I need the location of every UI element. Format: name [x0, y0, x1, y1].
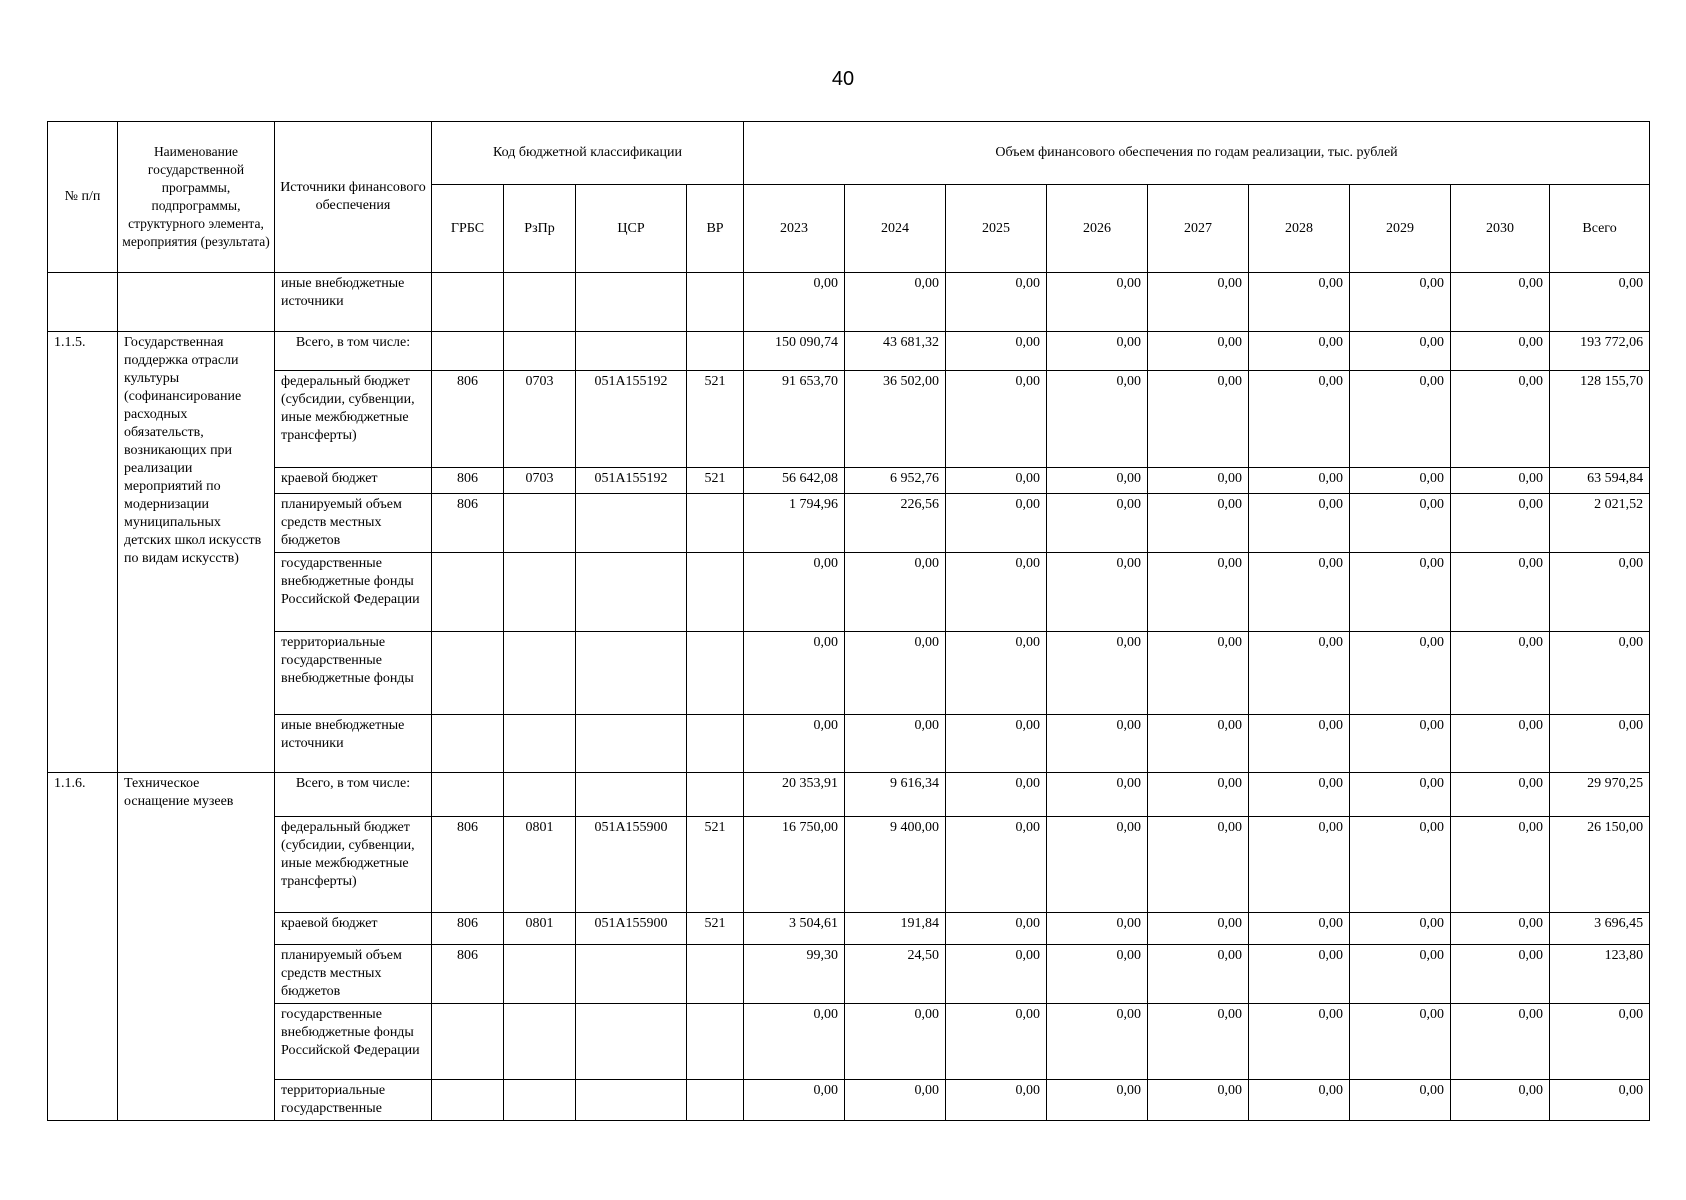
cell-value: 0,00: [1148, 632, 1249, 715]
cell-rzpr: 0801: [504, 817, 576, 913]
cell-value: 0,00: [1148, 468, 1249, 494]
cell-rzpr: [504, 1004, 576, 1080]
cell-vr: [687, 945, 744, 1004]
cell-value: 0,00: [1451, 945, 1550, 1004]
row-name: [118, 273, 275, 332]
row-source: планируемый объем средств местных бюджетов: [275, 945, 432, 1004]
header-name: Наименование государственной программы, подпрограммы, структурного элемента, мероприятия (результата): [118, 122, 275, 273]
cell-value: 0,00: [1350, 1004, 1451, 1080]
cell-grbs: 806: [432, 913, 504, 945]
cell-total: 128 155,70: [1550, 371, 1650, 468]
cell-total: 0,00: [1550, 273, 1650, 332]
cell-total: 0,00: [1550, 1080, 1650, 1121]
header-year: 2026: [1047, 185, 1148, 273]
cell-rzpr: 0703: [504, 468, 576, 494]
cell-value: 0,00: [946, 1004, 1047, 1080]
cell-value: 0,00: [946, 773, 1047, 817]
header-year: 2024: [845, 185, 946, 273]
cell-value: 0,00: [1350, 817, 1451, 913]
table-row: [48, 494, 1650, 553]
cell-csr: [576, 945, 687, 1004]
cell-value: 0,00: [1350, 273, 1451, 332]
cell-value: 0,00: [1249, 913, 1350, 945]
cell-value: 91 653,70: [744, 371, 845, 468]
row-source: федеральный бюджет (субсидии, субвенции, иные межбюджетные трансферты): [275, 817, 432, 913]
cell-csr: 051А155900: [576, 913, 687, 945]
cell-value: 226,56: [845, 494, 946, 553]
cell-value: 0,00: [1350, 332, 1451, 371]
cell-value: 0,00: [744, 632, 845, 715]
cell-rzpr: [504, 553, 576, 632]
cell-value: 0,00: [1451, 773, 1550, 817]
header-grbs: ГРБС: [432, 185, 504, 273]
table-row: [48, 773, 1650, 817]
cell-csr: [576, 632, 687, 715]
cell-value: 0,00: [946, 332, 1047, 371]
cell-value: 0,00: [1047, 468, 1148, 494]
budget-table: [47, 121, 1650, 1121]
cell-value: 0,00: [946, 715, 1047, 773]
cell-csr: [576, 1004, 687, 1080]
cell-grbs: [432, 632, 504, 715]
cell-csr: [576, 332, 687, 371]
cell-value: 0,00: [1451, 715, 1550, 773]
cell-grbs: [432, 1004, 504, 1080]
cell-value: 0,00: [1148, 715, 1249, 773]
cell-value: 0,00: [1451, 273, 1550, 332]
cell-value: 0,00: [1047, 773, 1148, 817]
cell-value: 0,00: [1350, 715, 1451, 773]
cell-value: 0,00: [1451, 371, 1550, 468]
cell-value: 0,00: [1148, 1080, 1249, 1121]
cell-value: 0,00: [946, 468, 1047, 494]
cell-value: 0,00: [744, 553, 845, 632]
cell-value: 0,00: [946, 371, 1047, 468]
cell-value: 0,00: [1350, 945, 1451, 1004]
header-year: 2028: [1249, 185, 1350, 273]
cell-value: 0,00: [1047, 332, 1148, 371]
cell-value: 0,00: [946, 632, 1047, 715]
cell-value: 0,00: [946, 817, 1047, 913]
header-year: 2023: [744, 185, 845, 273]
cell-total: 0,00: [1550, 553, 1650, 632]
cell-total: 0,00: [1550, 715, 1650, 773]
cell-value: 0,00: [1451, 817, 1550, 913]
cell-value: 9 400,00: [845, 817, 946, 913]
cell-value: 0,00: [1350, 494, 1451, 553]
row-source: территориальные государственные: [275, 1080, 432, 1121]
cell-value: 0,00: [1047, 273, 1148, 332]
cell-value: 0,00: [1047, 553, 1148, 632]
cell-value: 0,00: [1451, 332, 1550, 371]
cell-total: 2 021,52: [1550, 494, 1650, 553]
table-row: [48, 632, 1650, 715]
cell-value: 0,00: [1249, 773, 1350, 817]
cell-vr: 521: [687, 817, 744, 913]
row-source: государственные внебюджетные фонды Российской Федерации: [275, 1004, 432, 1080]
cell-rzpr: [504, 494, 576, 553]
table-row: [48, 945, 1650, 1004]
table-row: [48, 817, 1650, 913]
cell-total: 0,00: [1550, 1004, 1650, 1080]
cell-total: 0,00: [1550, 632, 1650, 715]
cell-value: 0,00: [1350, 1080, 1451, 1121]
cell-value: 0,00: [845, 715, 946, 773]
row-source: Всего, в том числе:: [275, 332, 432, 371]
cell-value: 0,00: [1148, 913, 1249, 945]
cell-value: 0,00: [744, 1080, 845, 1121]
cell-total: 123,80: [1550, 945, 1650, 1004]
header-volume-group: Объем финансового обеспечения по годам реализации, тыс. рублей: [744, 122, 1650, 185]
cell-value: 0,00: [845, 553, 946, 632]
row-source: иные внебюджетные источники: [275, 273, 432, 332]
cell-value: 20 353,91: [744, 773, 845, 817]
cell-value: 6 952,76: [845, 468, 946, 494]
cell-value: 150 090,74: [744, 332, 845, 371]
cell-total: 26 150,00: [1550, 817, 1650, 913]
cell-rzpr: [504, 715, 576, 773]
cell-grbs: [432, 332, 504, 371]
cell-value: 0,00: [1249, 632, 1350, 715]
cell-rzpr: [504, 273, 576, 332]
cell-value: 0,00: [946, 913, 1047, 945]
header-year: 2027: [1148, 185, 1249, 273]
header-rzpr: РзПр: [504, 185, 576, 273]
row-num: 1.1.6.: [48, 773, 118, 1121]
table-row: [48, 273, 1650, 332]
cell-value: 0,00: [1350, 553, 1451, 632]
cell-value: 0,00: [1148, 273, 1249, 332]
cell-value: 0,00: [946, 273, 1047, 332]
cell-value: 0,00: [1249, 1004, 1350, 1080]
cell-value: 16 750,00: [744, 817, 845, 913]
cell-grbs: 806: [432, 494, 504, 553]
cell-value: 0,00: [1047, 494, 1148, 553]
cell-csr: [576, 715, 687, 773]
cell-value: 0,00: [744, 1004, 845, 1080]
cell-csr: [576, 773, 687, 817]
cell-value: 0,00: [1047, 817, 1148, 913]
cell-value: 0,00: [845, 1004, 946, 1080]
table-header: [48, 122, 1650, 273]
cell-value: 0,00: [1148, 945, 1249, 1004]
cell-value: 0,00: [1148, 817, 1249, 913]
table-row: [48, 913, 1650, 945]
cell-value: 9 616,34: [845, 773, 946, 817]
header-year: 2025: [946, 185, 1047, 273]
cell-vr: [687, 773, 744, 817]
header-year: 2029: [1350, 185, 1451, 273]
cell-value: 0,00: [845, 1080, 946, 1121]
cell-value: 0,00: [1047, 371, 1148, 468]
cell-vr: [687, 715, 744, 773]
cell-grbs: 806: [432, 817, 504, 913]
cell-grbs: 806: [432, 371, 504, 468]
cell-rzpr: 0801: [504, 913, 576, 945]
cell-value: 0,00: [1148, 371, 1249, 468]
table-row: [48, 715, 1650, 773]
cell-grbs: [432, 273, 504, 332]
cell-value: 191,84: [845, 913, 946, 945]
page-number: 40: [831, 68, 855, 90]
cell-total: 29 970,25: [1550, 773, 1650, 817]
table-row: [48, 371, 1650, 468]
table-row: [48, 553, 1650, 632]
cell-vr: 521: [687, 913, 744, 945]
header-csr: ЦСР: [576, 185, 687, 273]
cell-value: 0,00: [1148, 1004, 1249, 1080]
table-row: [48, 1004, 1650, 1080]
header-source: Источники финансового обеспечения: [275, 122, 432, 273]
cell-value: 0,00: [1249, 468, 1350, 494]
cell-value: 43 681,32: [845, 332, 946, 371]
cell-value: 0,00: [1047, 715, 1148, 773]
cell-value: 0,00: [1148, 494, 1249, 553]
cell-vr: [687, 1004, 744, 1080]
cell-value: 0,00: [1350, 632, 1451, 715]
cell-value: 0,00: [1047, 913, 1148, 945]
row-source: иные внебюджетные источники: [275, 715, 432, 773]
cell-value: 0,00: [1148, 553, 1249, 632]
cell-value: 0,00: [1249, 553, 1350, 632]
cell-vr: [687, 1080, 744, 1121]
header-code-group: Код бюджетной классификации: [432, 122, 744, 185]
cell-value: 0,00: [744, 273, 845, 332]
cell-value: 0,00: [946, 494, 1047, 553]
cell-value: 3 504,61: [744, 913, 845, 945]
cell-vr: 521: [687, 371, 744, 468]
row-source: государственные внебюджетные фонды Российской Федерации: [275, 553, 432, 632]
cell-csr: 051А155900: [576, 817, 687, 913]
cell-value: 0,00: [1451, 468, 1550, 494]
cell-rzpr: [504, 945, 576, 1004]
cell-value: 0,00: [744, 715, 845, 773]
cell-value: 0,00: [1451, 1004, 1550, 1080]
cell-value: 0,00: [1047, 945, 1148, 1004]
cell-value: 0,00: [1249, 817, 1350, 913]
cell-value: 0,00: [1047, 1004, 1148, 1080]
cell-value: 0,00: [1047, 632, 1148, 715]
cell-csr: [576, 1080, 687, 1121]
cell-csr: [576, 494, 687, 553]
cell-rzpr: 0703: [504, 371, 576, 468]
cell-value: 0,00: [845, 632, 946, 715]
cell-rzpr: [504, 1080, 576, 1121]
cell-total: 63 594,84: [1550, 468, 1650, 494]
cell-grbs: [432, 1080, 504, 1121]
row-name: Государственная поддержка отрасли культуры (софинансирование расходных обязательств, возникающих при реализации мероприятий по модернизации муниципальных детских школ искусств по видам искусств): [118, 332, 275, 773]
cell-value: 24,50: [845, 945, 946, 1004]
cell-vr: [687, 332, 744, 371]
cell-vr: 521: [687, 468, 744, 494]
cell-total: 3 696,45: [1550, 913, 1650, 945]
table-row: [48, 1080, 1650, 1121]
cell-value: 0,00: [1249, 945, 1350, 1004]
cell-value: 0,00: [946, 945, 1047, 1004]
cell-value: 0,00: [946, 553, 1047, 632]
row-source: планируемый объем средств местных бюджетов: [275, 494, 432, 553]
cell-grbs: 806: [432, 945, 504, 1004]
cell-csr: [576, 273, 687, 332]
row-source: краевой бюджет: [275, 913, 432, 945]
cell-value: 0,00: [1249, 332, 1350, 371]
header-num: № п/п: [48, 122, 118, 273]
row-source: федеральный бюджет (субсидии, субвенции, иные межбюджетные трансферты): [275, 371, 432, 468]
cell-value: 0,00: [946, 1080, 1047, 1121]
cell-rzpr: [504, 773, 576, 817]
cell-total: 193 772,06: [1550, 332, 1650, 371]
row-source: Всего, в том числе:: [275, 773, 432, 817]
cell-grbs: [432, 715, 504, 773]
cell-value: 0,00: [1350, 371, 1451, 468]
table-row: [48, 332, 1650, 371]
header-total: Всего: [1550, 185, 1650, 273]
cell-value: 0,00: [1451, 553, 1550, 632]
cell-value: 99,30: [744, 945, 845, 1004]
row-name: Техническое оснащение музеев: [118, 773, 275, 1121]
cell-value: 0,00: [1249, 371, 1350, 468]
cell-value: 0,00: [1249, 715, 1350, 773]
table-row: [48, 468, 1650, 494]
row-num: [48, 273, 118, 332]
cell-value: 0,00: [1350, 773, 1451, 817]
cell-value: 0,00: [845, 273, 946, 332]
cell-vr: [687, 494, 744, 553]
header-vr: ВР: [687, 185, 744, 273]
cell-value: 0,00: [1047, 1080, 1148, 1121]
cell-vr: [687, 632, 744, 715]
cell-value: 0,00: [1451, 632, 1550, 715]
cell-value: 0,00: [1451, 494, 1550, 553]
cell-value: 0,00: [1148, 332, 1249, 371]
row-source: территориальные государственные внебюджетные фонды: [275, 632, 432, 715]
cell-value: 0,00: [1451, 1080, 1550, 1121]
cell-value: 0,00: [1350, 468, 1451, 494]
cell-csr: [576, 553, 687, 632]
cell-rzpr: [504, 632, 576, 715]
cell-grbs: [432, 553, 504, 632]
cell-value: 0,00: [1451, 913, 1550, 945]
cell-value: 0,00: [1249, 1080, 1350, 1121]
header-year: 2030: [1451, 185, 1550, 273]
cell-value: 56 642,08: [744, 468, 845, 494]
cell-value: 0,00: [1249, 494, 1350, 553]
cell-vr: [687, 553, 744, 632]
cell-value: 0,00: [1350, 913, 1451, 945]
cell-value: 0,00: [1249, 273, 1350, 332]
row-num: 1.1.5.: [48, 332, 118, 773]
cell-csr: 051А155192: [576, 468, 687, 494]
row-source: краевой бюджет: [275, 468, 432, 494]
table-body: [48, 273, 1650, 1121]
cell-value: 0,00: [1148, 773, 1249, 817]
cell-rzpr: [504, 332, 576, 371]
cell-csr: 051А155192: [576, 371, 687, 468]
cell-vr: [687, 273, 744, 332]
cell-grbs: [432, 773, 504, 817]
cell-value: 36 502,00: [845, 371, 946, 468]
cell-grbs: 806: [432, 468, 504, 494]
cell-value: 1 794,96: [744, 494, 845, 553]
